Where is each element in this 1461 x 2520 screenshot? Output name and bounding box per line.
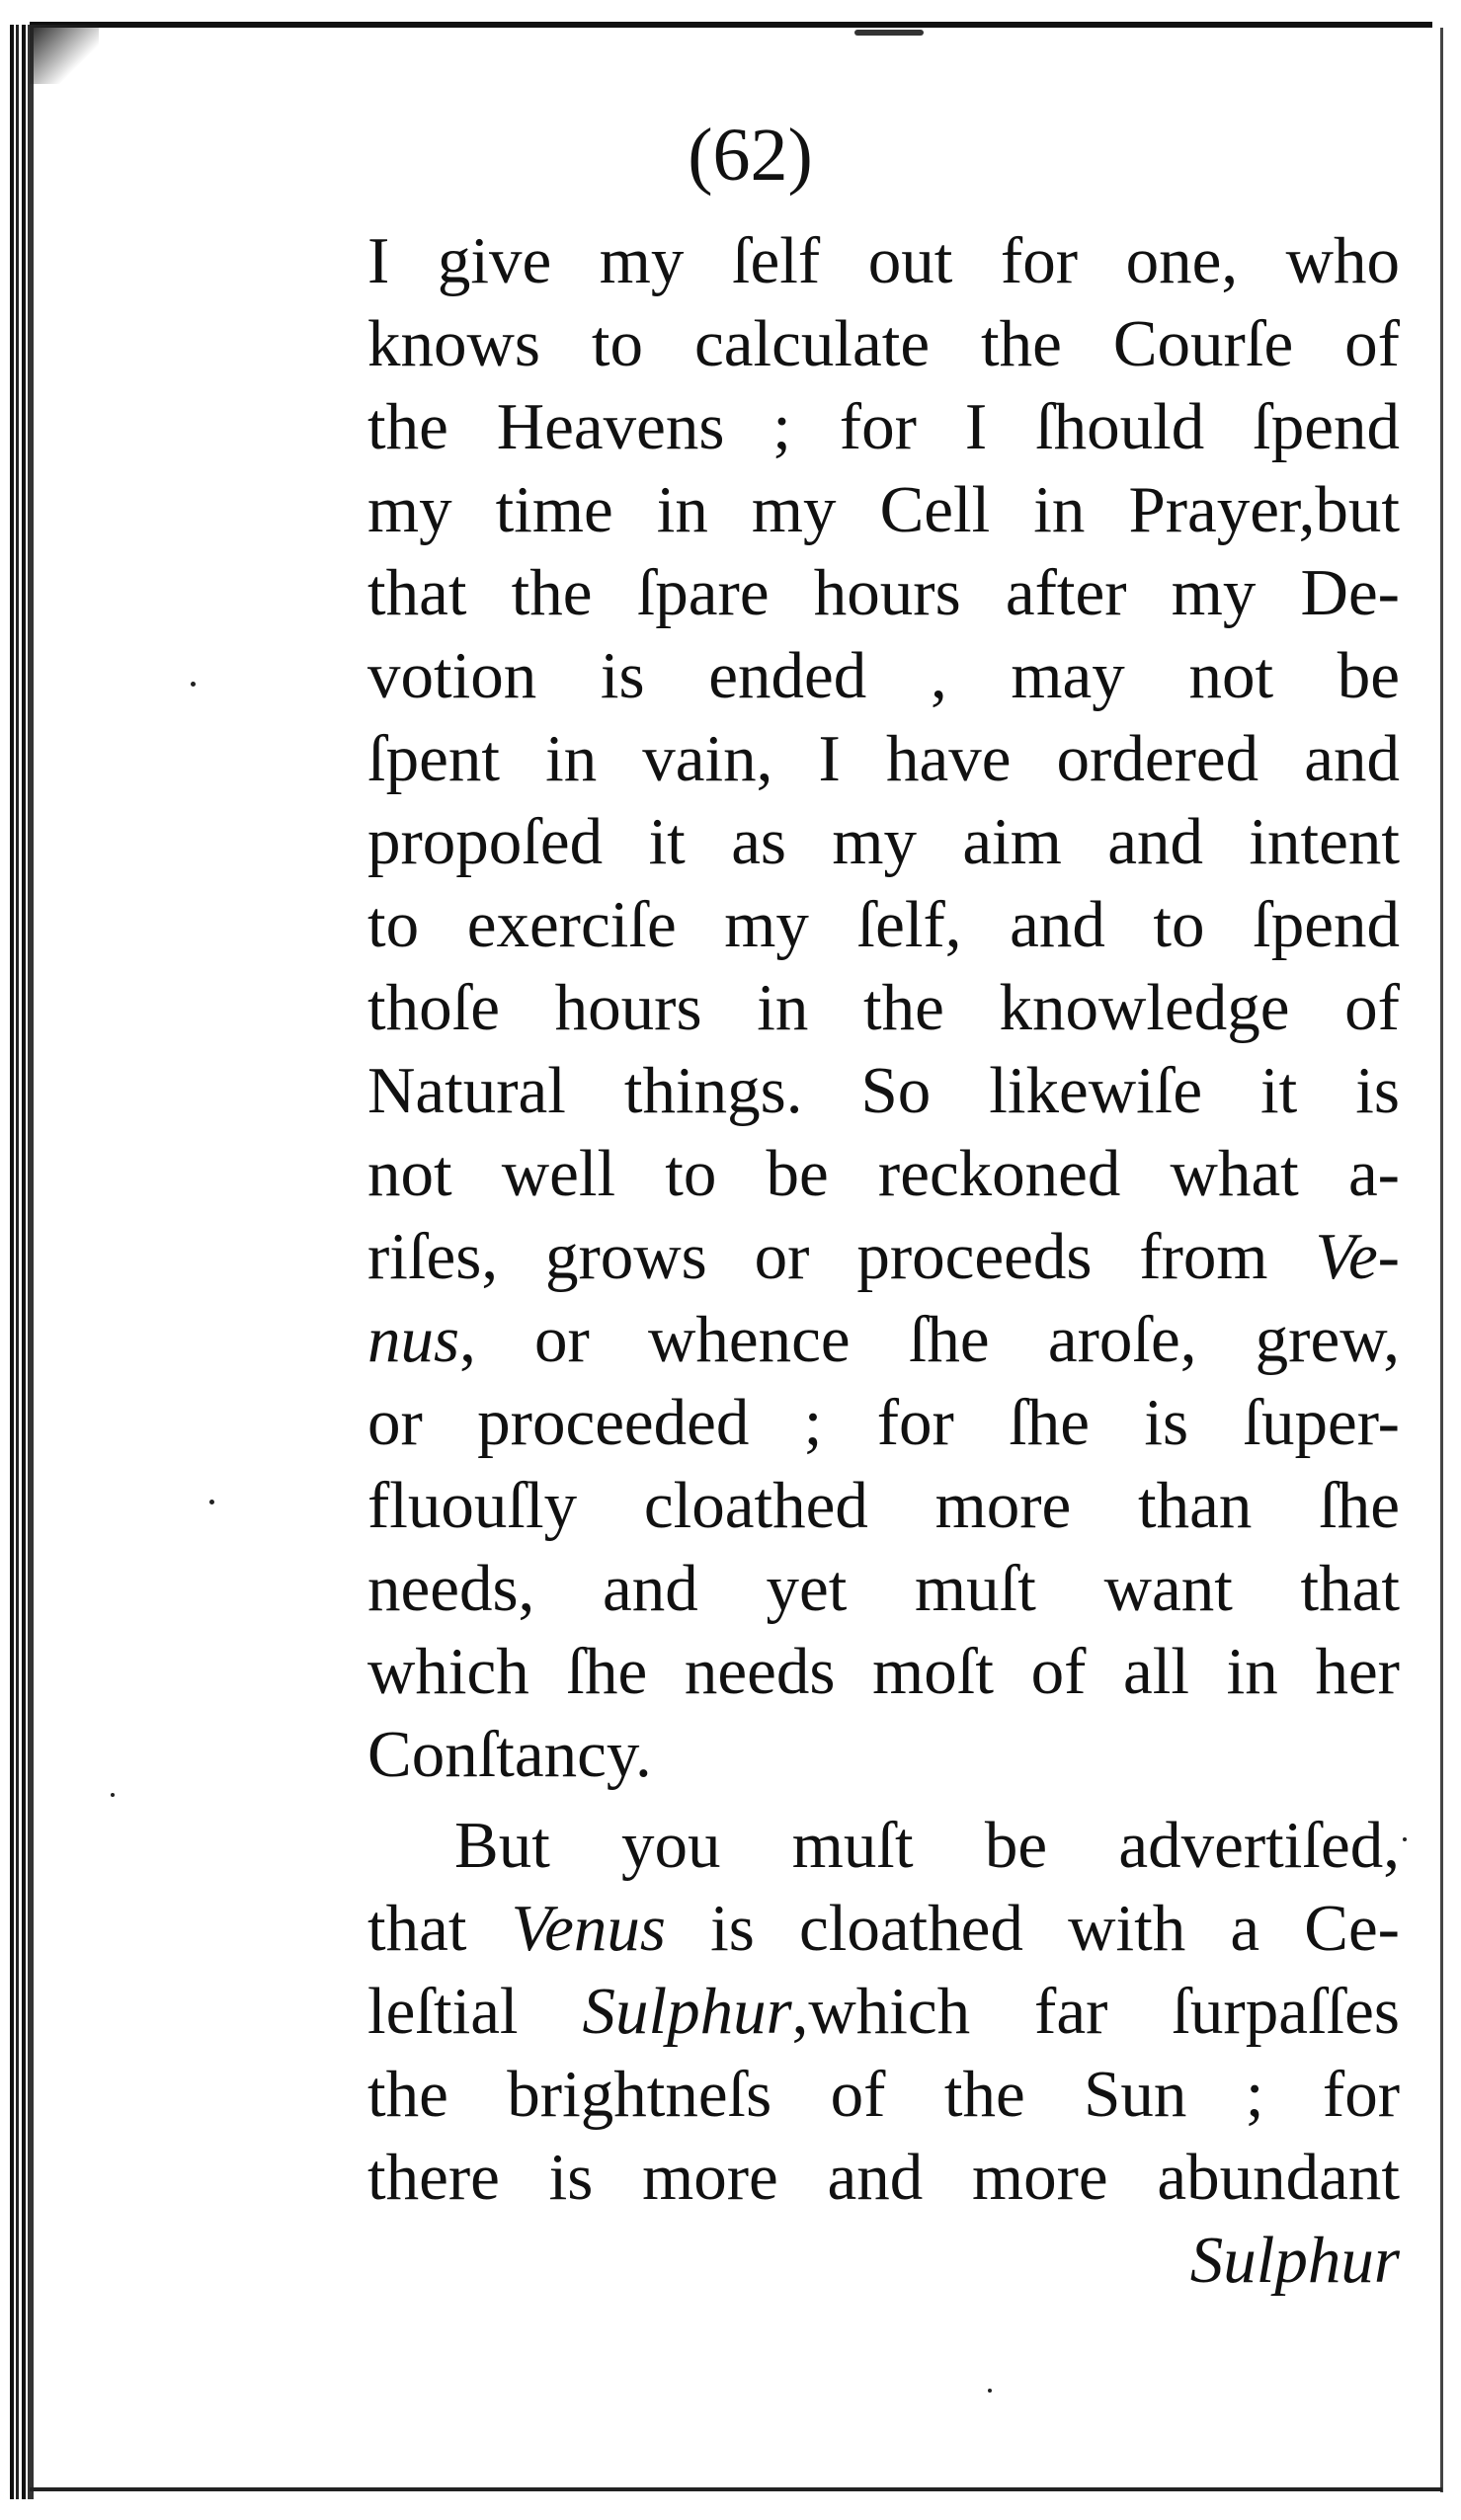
text-line bbox=[367, 1887, 1400, 1970]
ink-speck bbox=[111, 1793, 115, 1797]
text-fragment: leſtial bbox=[367, 1975, 583, 2048]
page-border-bottom bbox=[30, 2487, 1442, 2491]
italic-word-venus-part2: nus bbox=[367, 1303, 460, 1376]
text-line: needs, and yet muſt want that bbox=[367, 1552, 1400, 1625]
text-line: not well to be reckoned what a- bbox=[367, 1137, 1400, 1210]
text-fragment: , or whence ſhe aroſe, grew, bbox=[459, 1303, 1400, 1376]
italic-word-venus: Venus bbox=[511, 1892, 666, 1965]
ink-speck bbox=[988, 2389, 992, 2393]
text-line: my time in my Cell in Prayer,but bbox=[367, 473, 1400, 546]
text-line: I give my ſelf out for one, who bbox=[367, 224, 1400, 297]
corner-shadow bbox=[30, 25, 99, 84]
text-line bbox=[367, 1298, 1400, 1381]
text-fragment: is cloathed with a Ce- bbox=[665, 1892, 1400, 1965]
text-line: But you muſt be advertiſed, bbox=[454, 1809, 1400, 1882]
text-line: the Heavens ; for I ſhould ſpend bbox=[367, 390, 1400, 463]
text-line: Natural things. So likewiſe it is bbox=[367, 1054, 1400, 1127]
text-fragment: that bbox=[367, 1892, 512, 1965]
text-line: votion is ended , may not be bbox=[367, 639, 1400, 712]
italic-word-venus-part1: Ve- bbox=[1315, 1220, 1400, 1293]
text-line: to exerciſe my ſelf, and to ſpend bbox=[367, 888, 1400, 961]
text-line: the brightneſs of the Sun ; for bbox=[367, 2058, 1400, 2131]
text-fragment: riſes, grows or proceeds from bbox=[367, 1220, 1316, 1293]
ink-speck bbox=[209, 1500, 214, 1504]
text-line: which ſhe needs moſt of all in her bbox=[367, 1635, 1400, 1708]
text-fragment: ,which far ſurpaſſes bbox=[791, 1975, 1400, 2048]
page-border-top bbox=[30, 22, 1432, 28]
text-line: or proceeded ; for ſhe is ſuper- bbox=[367, 1386, 1400, 1459]
text-line: there is more and more abundant bbox=[367, 2141, 1400, 2214]
ink-speck bbox=[191, 682, 196, 687]
catchword: Sulphur bbox=[1189, 2224, 1400, 2297]
text-line: ſpent in vain, I have ordered and bbox=[367, 722, 1400, 795]
text-line bbox=[367, 1970, 1400, 2053]
page-border-right bbox=[1440, 28, 1443, 2492]
ink-speck bbox=[1403, 1837, 1407, 1841]
text-line: thoſe hours in the knowledge of bbox=[367, 971, 1400, 1044]
page-number: (62) bbox=[688, 114, 813, 197]
body-text bbox=[367, 219, 1400, 2302]
italic-word-sulphur: Sulphur bbox=[582, 1975, 792, 2048]
page-binding-edge bbox=[10, 25, 34, 2499]
ink-smudge bbox=[854, 30, 924, 36]
text-line: that the ſpare hours after my De- bbox=[367, 556, 1400, 629]
text-line: Conſtancy. bbox=[367, 1718, 652, 1791]
text-line: propoſed it as my aim and intent bbox=[367, 805, 1400, 878]
text-line bbox=[367, 1215, 1400, 1298]
text-line: knows to calculate the Courſe of bbox=[367, 307, 1400, 380]
text-line: fluouſly cloathed more than ſhe bbox=[367, 1469, 1400, 1542]
